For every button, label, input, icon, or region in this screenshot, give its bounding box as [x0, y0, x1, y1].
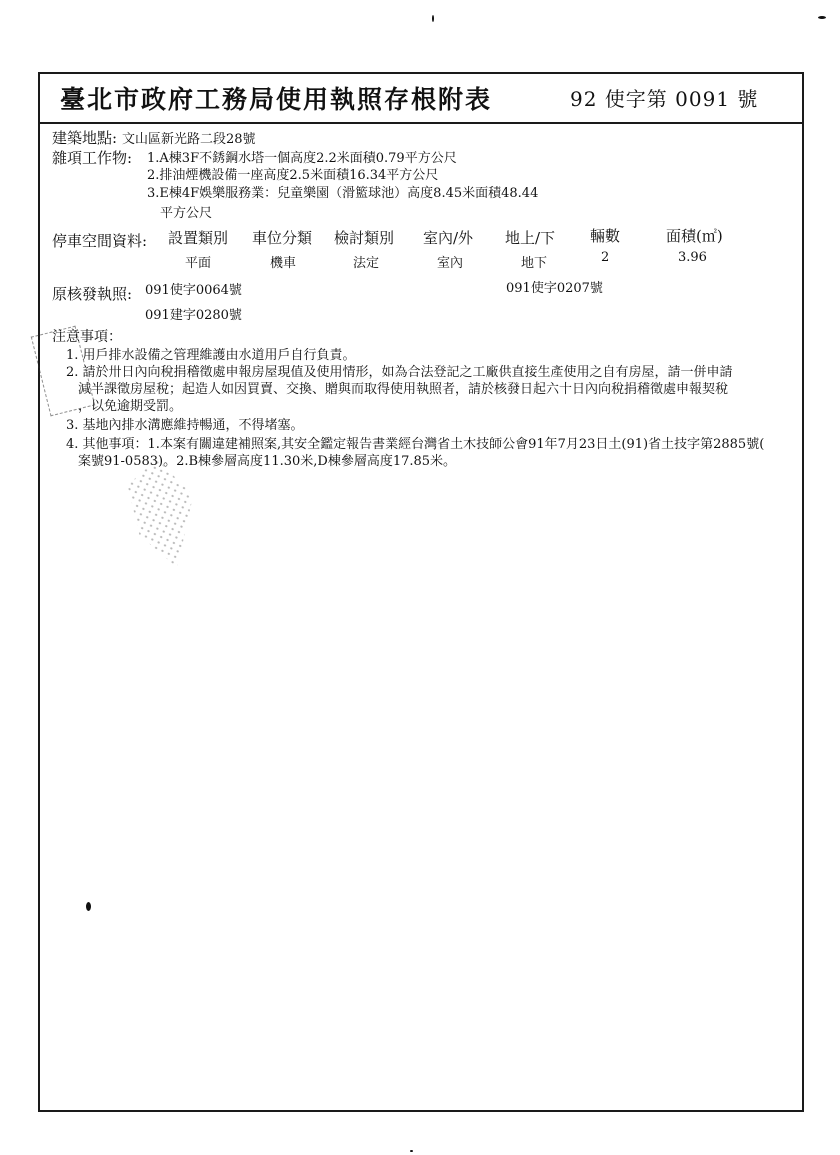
parking-cell: 平面 [185, 256, 212, 271]
misc-item: 1.A棟3F不銹鋼水塔一個高度2.2米面積0.79平方公尺 [147, 151, 457, 166]
parking-header: 檢討類別 [334, 229, 395, 247]
original-permit: 091使字0207號 [506, 281, 603, 296]
misc-label: 雜項工作物: [52, 149, 133, 167]
parking-header: 地上/下 [505, 229, 556, 247]
parking-header: 面積(㎡) [666, 227, 723, 245]
form-title: 臺北市政府工務局使用執照存根附表 [60, 85, 493, 114]
parking-cell: 法定 [353, 256, 380, 271]
note-line: 4. 其他事項：1.本案有關違建補照案,其安全鑑定報告書業經台灣省土木技師公會91年7月23日土(91)省土技字第2885號( [66, 437, 765, 452]
parking-label: 停車空間資料: [52, 232, 148, 250]
scan-speck [410, 1150, 413, 1152]
parking-header: 輛數 [590, 227, 621, 245]
site-value: 文山區新光路二段28號 [122, 132, 256, 147]
parking-cell: 機車 [270, 256, 297, 271]
scan-speck [432, 15, 434, 22]
parking-header: 室內/外 [423, 229, 474, 247]
parking-header: 車位分類 [252, 229, 313, 247]
scan-speck [818, 16, 826, 19]
misc-item: 平方公尺 [160, 206, 213, 221]
original-permit: 091使字0064號 [145, 283, 242, 298]
misc-item: 2.排油煙機設備一座高度2.5米面積16.34平方公尺 [147, 168, 439, 183]
note-line: 減半課徵房屋稅；起造人如因買賣、交換、贈與而取得使用執照者，請於核發日起六十日內向稅捐稽徵處申報契稅 [78, 382, 729, 397]
note-line: 案號91-0583)。2.B棟參層高度11.30米,D棟參層高度17.85米。 [78, 454, 457, 469]
parking-header: 設置類別 [168, 229, 229, 247]
note-line: 2. 請於卅日內向稅捐稽徵處申報房屋現值及使用情形，如為合法登記之工廠供直接生產使用之自有房屋，請一併申請 [66, 365, 733, 380]
note-line: ，以免逾期受罰。 [78, 399, 183, 414]
original-permit: 091建字0280號 [145, 308, 242, 323]
notes-title: 注意事項： [52, 329, 122, 345]
site-label: 建築地點: [52, 129, 118, 147]
parking-cell: 地下 [521, 256, 548, 271]
original-permits-label: 原核發執照: [52, 285, 133, 303]
parking-cell: 2 [601, 250, 610, 265]
note-line: 1. 用戶排水設備之管理維護由水道用戶自行負責。 [66, 348, 356, 363]
parking-cell: 3.96 [678, 250, 707, 265]
permit-number: 92 使字第 0091 號 [570, 87, 759, 111]
parking-cell: 室內 [437, 256, 464, 271]
title-row [40, 74, 802, 124]
note-line: 3. 基地內排水溝應維持暢通，不得堵塞。 [66, 418, 304, 433]
misc-item: 3.E棟4F娛樂服務業：兒童樂園（滑籃球池）高度8.45米面積48.44 [147, 186, 539, 201]
